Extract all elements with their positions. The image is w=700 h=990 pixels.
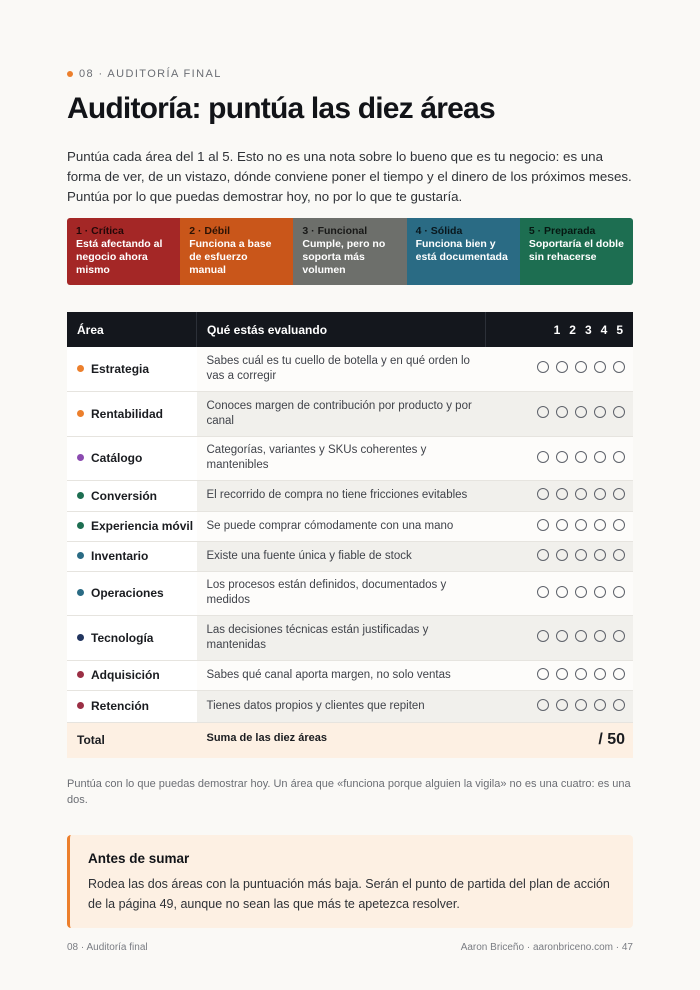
score-circle-2-icon[interactable] xyxy=(556,451,568,463)
area-dot-icon xyxy=(77,410,84,417)
area-cell xyxy=(67,571,197,615)
table-row xyxy=(67,511,633,541)
total-row xyxy=(67,722,633,758)
table-body xyxy=(67,347,633,722)
footer-section: 08 · Auditoría final xyxy=(67,942,148,953)
score-cell xyxy=(486,436,634,480)
score-options xyxy=(537,361,625,373)
legend-description: Cumple, pero no soporta más volumen xyxy=(302,238,386,276)
page-title: Auditoría: puntúa las diez áreas xyxy=(67,92,495,125)
score-circle-1-icon[interactable] xyxy=(537,451,549,463)
area-dot-icon xyxy=(77,522,84,529)
page-footer xyxy=(67,942,633,953)
eval-cell: Tienes datos propios y clientes que repiten xyxy=(197,690,486,722)
section-kicker xyxy=(67,68,222,80)
score-circle-5-icon[interactable] xyxy=(613,406,625,418)
area-name: Rentabilidad xyxy=(91,406,164,421)
legend-description: Está afectando al negocio ahora mismo xyxy=(76,238,163,276)
score-circle-3-icon[interactable] xyxy=(575,519,587,531)
score-cell xyxy=(486,480,634,511)
area-name: Operaciones xyxy=(91,586,164,600)
score-circle-2-icon[interactable] xyxy=(556,668,568,680)
score-cell xyxy=(486,391,634,436)
score-circle-1-icon[interactable] xyxy=(537,519,549,531)
score-circle-1-icon[interactable] xyxy=(537,586,549,598)
score-circle-5-icon[interactable] xyxy=(613,549,625,561)
callout-body: Rodea las dos áreas con la puntuación más baja. Serán el punto de partida del plan de acción de la página 49, aunque no sean las que más te apetezca resolver. xyxy=(88,877,610,911)
eval-cell: Sabes cuál es tu cuello de botella y en qué orden lo vas a corregir xyxy=(197,347,486,391)
legend-description: Funciona a base de esfuerzo manual xyxy=(189,238,272,276)
score-circle-4-icon[interactable] xyxy=(594,586,606,598)
score-circle-3-icon[interactable] xyxy=(575,488,587,500)
score-circle-2-icon[interactable] xyxy=(556,699,568,711)
score-circle-4-icon[interactable] xyxy=(594,668,606,680)
kicker-dot-icon xyxy=(67,71,73,77)
area-cell xyxy=(67,541,197,571)
score-options xyxy=(537,586,625,598)
area-cell xyxy=(67,391,197,436)
score-circle-3-icon[interactable] xyxy=(575,406,587,418)
score-circle-3-icon[interactable] xyxy=(575,699,587,711)
legend-title: 3 · Funcional xyxy=(302,225,368,237)
legend-level-2 xyxy=(180,218,293,285)
area-dot-icon xyxy=(77,671,84,678)
score-options xyxy=(537,519,625,531)
score-options xyxy=(537,668,625,680)
eval-cell: Se puede comprar cómodamente con una mano xyxy=(197,511,486,541)
score-options xyxy=(537,406,625,418)
score-circle-2-icon[interactable] xyxy=(556,586,568,598)
table-row xyxy=(67,571,633,615)
eval-cell: El recorrido de compra no tiene fricciones evitables xyxy=(197,480,486,511)
score-circle-5-icon[interactable] xyxy=(613,630,625,642)
score-circle-3-icon[interactable] xyxy=(575,451,587,463)
legend-level-3 xyxy=(293,218,406,285)
score-circle-4-icon[interactable] xyxy=(594,451,606,463)
eval-cell: Sabes qué canal aporta margen, no solo ventas xyxy=(197,660,486,690)
area-cell xyxy=(67,690,197,722)
score-circle-1-icon[interactable] xyxy=(537,630,549,642)
score-circle-4-icon[interactable] xyxy=(594,361,606,373)
score-cell xyxy=(486,347,634,391)
score-circle-1-icon[interactable] xyxy=(537,699,549,711)
header-score-5: 5 xyxy=(616,322,623,337)
score-circle-4-icon[interactable] xyxy=(594,406,606,418)
score-circle-2-icon[interactable] xyxy=(556,630,568,642)
score-circle-5-icon[interactable] xyxy=(613,361,625,373)
header-scores xyxy=(486,312,634,347)
score-circle-1-icon[interactable] xyxy=(537,361,549,373)
legend-level-4 xyxy=(407,218,520,285)
area-dot-icon xyxy=(77,702,84,709)
score-circle-5-icon[interactable] xyxy=(613,586,625,598)
table-row xyxy=(67,660,633,690)
header-score-2: 2 xyxy=(569,322,576,337)
legend-title: 4 · Sólida xyxy=(415,225,463,237)
eval-cell: Los procesos están definidos, documentados y medidos xyxy=(197,571,486,615)
legend-description: Soportaría el doble sin rehacerse xyxy=(528,238,624,263)
score-circle-3-icon[interactable] xyxy=(575,549,587,561)
table-row xyxy=(67,347,633,391)
area-dot-icon xyxy=(77,454,84,461)
score-circle-2-icon[interactable] xyxy=(556,519,568,531)
score-circle-4-icon[interactable] xyxy=(594,549,606,561)
area-cell xyxy=(67,436,197,480)
legend-level-1 xyxy=(67,218,180,285)
score-circle-1-icon[interactable] xyxy=(537,488,549,500)
score-circle-4-icon[interactable] xyxy=(594,519,606,531)
area-cell xyxy=(67,615,197,660)
header-score-4: 4 xyxy=(600,322,608,337)
header-eval: Qué estás evaluando xyxy=(197,312,486,347)
score-options xyxy=(537,549,625,561)
intro-paragraph: Puntúa cada área del 1 al 5. Esto no es una nota sobre lo bueno que es tu negocio: es una forma de ver, de un vistazo, dónde conviene poner el tiempo y el dinero de los próximos meses. Puntúa por lo que puedas demostrar hoy, no por lo que te gustaría. xyxy=(67,149,632,204)
total-description: Suma de las diez áreas xyxy=(197,722,486,758)
score-cell xyxy=(486,660,634,690)
legend-level-5 xyxy=(520,218,633,285)
table-header-row xyxy=(67,312,633,347)
score-circle-2-icon[interactable] xyxy=(556,549,568,561)
score-circle-2-icon[interactable] xyxy=(556,406,568,418)
score-circle-5-icon[interactable] xyxy=(613,451,625,463)
area-cell xyxy=(67,660,197,690)
score-circle-2-icon[interactable] xyxy=(556,361,568,373)
area-name: Catálogo xyxy=(91,451,143,465)
score-options xyxy=(537,488,625,500)
score-circle-1-icon[interactable] xyxy=(537,406,549,418)
score-cell xyxy=(486,690,634,722)
area-dot-icon xyxy=(77,589,84,596)
score-circle-1-icon[interactable] xyxy=(537,549,549,561)
score-options xyxy=(537,451,625,463)
area-name: Conversión xyxy=(91,488,158,503)
header-score-1: 1 xyxy=(553,322,561,337)
score-options xyxy=(537,699,625,711)
eval-cell: Existe una fuente única y fiable de stock xyxy=(197,541,486,571)
eval-cell: Conoces margen de contribución por producto y por canal xyxy=(197,391,486,436)
table-row xyxy=(67,541,633,571)
score-options xyxy=(537,630,625,642)
scoring-note: Puntúa con lo que puedas demostrar hoy. Un área que «funciona porque alguien la vigila» no es una cuatro: es una dos. xyxy=(67,778,631,806)
area-name: Adquisición xyxy=(91,668,160,682)
legend-title: 1 · Crítica xyxy=(76,225,124,237)
area-name: Estrategia xyxy=(91,361,150,376)
header-area: Área xyxy=(67,312,197,347)
area-dot-icon xyxy=(77,634,84,641)
area-cell xyxy=(67,347,197,391)
area-name: Tecnología xyxy=(91,630,154,645)
area-name: Inventario xyxy=(91,549,149,563)
area-dot-icon xyxy=(77,552,84,559)
score-circle-3-icon[interactable] xyxy=(575,630,587,642)
score-cell xyxy=(486,615,634,660)
score-legend xyxy=(67,218,633,285)
table-row xyxy=(67,480,633,511)
audit-table xyxy=(67,312,633,758)
score-circle-3-icon[interactable] xyxy=(575,586,587,598)
score-circle-5-icon[interactable] xyxy=(613,699,625,711)
area-dot-icon xyxy=(77,492,84,499)
area-cell xyxy=(67,480,197,511)
area-dot-icon xyxy=(77,365,84,372)
score-circle-3-icon[interactable] xyxy=(575,361,587,373)
footer-author-page: Aaron Briceño · aaronbriceno.com · 47 xyxy=(460,942,633,953)
area-cell xyxy=(67,511,197,541)
score-circle-3-icon[interactable] xyxy=(575,668,587,680)
legend-description: Funciona bien y está documentada xyxy=(415,238,508,263)
score-circle-4-icon[interactable] xyxy=(594,630,606,642)
score-circle-1-icon[interactable] xyxy=(537,668,549,680)
table-row xyxy=(67,391,633,436)
legend-title: 2 · Débil xyxy=(189,225,231,237)
score-circle-5-icon[interactable] xyxy=(613,668,625,680)
area-name: Experiencia móvil xyxy=(91,519,194,533)
area-name: Retención xyxy=(91,699,150,713)
score-cell xyxy=(486,571,634,615)
score-cell xyxy=(486,541,634,571)
header-score-3: 3 xyxy=(584,322,592,337)
score-cell xyxy=(486,511,634,541)
table-row xyxy=(67,690,633,722)
score-circle-5-icon[interactable] xyxy=(613,519,625,531)
total-score: / 50 xyxy=(486,722,634,758)
table-row xyxy=(67,436,633,480)
eval-cell: Las decisiones técnicas están justificadas y mantenidas xyxy=(197,615,486,660)
legend-title: 5 · Preparada xyxy=(528,225,596,237)
kicker-label: 08 · AUDITORÍA FINAL xyxy=(79,68,222,80)
score-circle-4-icon[interactable] xyxy=(594,699,606,711)
eval-cell: Categorías, variantes y SKUs coherentes y mantenibles xyxy=(197,436,486,480)
callout-title: Antes de sumar xyxy=(88,851,190,866)
table-row xyxy=(67,615,633,660)
callout-box xyxy=(67,835,633,928)
score-circle-4-icon[interactable] xyxy=(594,488,606,500)
score-circle-5-icon[interactable] xyxy=(613,488,625,500)
score-circle-2-icon[interactable] xyxy=(556,488,568,500)
total-label: Total xyxy=(67,722,197,758)
